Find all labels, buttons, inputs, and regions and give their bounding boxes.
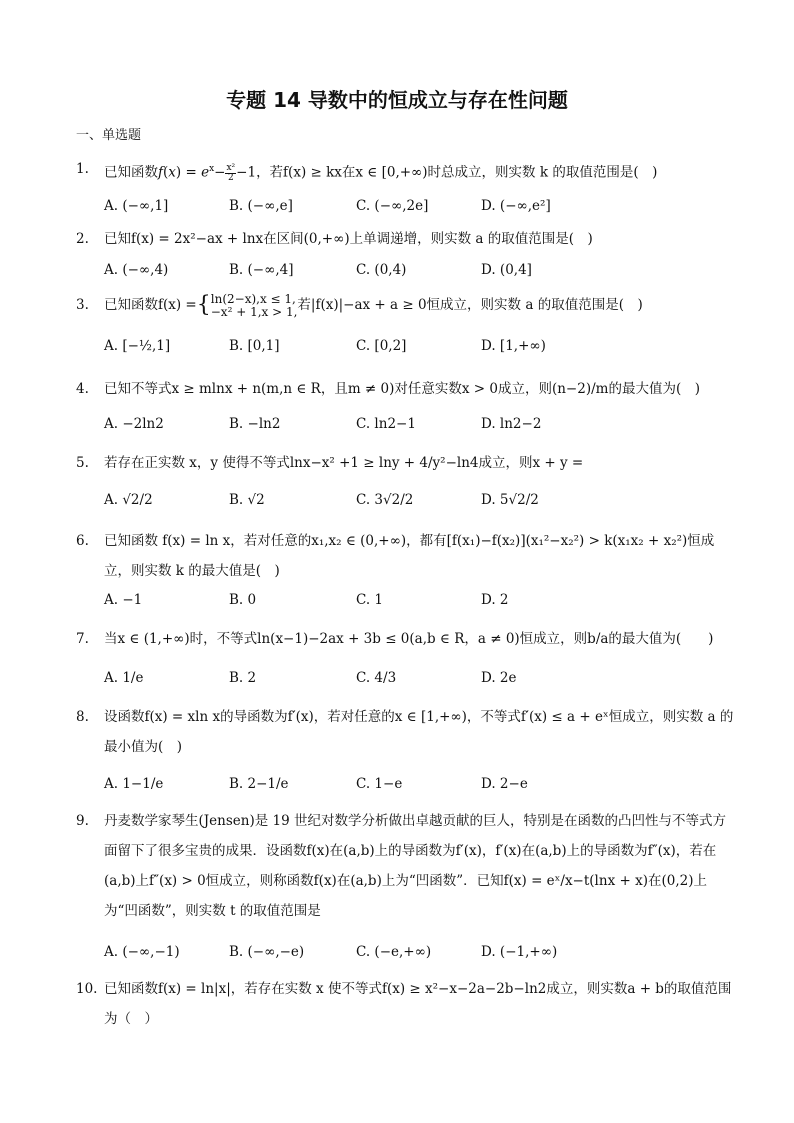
- question-8: [76, 702, 736, 762]
- question-5: [76, 448, 736, 478]
- option-a[interactable]: A. 1−1/e: [104, 776, 164, 792]
- options-3: [104, 338, 744, 362]
- piecewise-cases: [211, 293, 298, 319]
- option-c[interactable]: C. 1: [356, 592, 384, 608]
- option-d[interactable]: D. (−1,+∞): [481, 944, 558, 960]
- question-stem: 已知函数f(x) ={ ln(2−x),x ≤ 1, −x² + 1,x > 1, 若|f(x)|−ax + a ≥ 0恒成立，则实数 a 的取值范围是( ): [104, 291, 643, 319]
- option-b[interactable]: B. (−∞,e]: [229, 198, 293, 214]
- options-1: [104, 198, 744, 222]
- option-a[interactable]: A. (−∞,4): [104, 262, 169, 278]
- options-8: [104, 776, 744, 800]
- question-number: 3.: [76, 297, 89, 313]
- option-a[interactable]: A. (−∞,−1): [104, 944, 180, 960]
- question-stem: 当x ∈ (1,+∞)时，不等式ln(x−1)−2ax + 3b ≤ 0(a,b ∈ R，a ≠ 0)恒成立，则b/a的最大值为( ): [104, 631, 714, 647]
- stem-text: 已知函数f(x) =: [104, 297, 197, 313]
- options-4: [104, 416, 744, 440]
- question-4: [76, 374, 736, 404]
- options-2: [104, 262, 744, 286]
- option-d[interactable]: D. 2e: [481, 670, 517, 686]
- question-number: 7.: [76, 631, 89, 647]
- question-3: [76, 290, 736, 321]
- option-c[interactable]: C. (−∞,2e]: [356, 198, 429, 214]
- option-d[interactable]: D. [1,+∞): [481, 338, 546, 354]
- option-a[interactable]: A. 1/e: [104, 670, 144, 686]
- options-7: [104, 670, 744, 694]
- option-b[interactable]: B. 2−1/e: [229, 776, 289, 792]
- option-c[interactable]: C. 1−e: [356, 776, 403, 792]
- option-d[interactable]: D. 5√2/2: [481, 492, 539, 508]
- option-b[interactable]: B. [0,1]: [229, 338, 280, 354]
- option-c[interactable]: C. ln2−1: [356, 416, 416, 432]
- question-10: [76, 974, 736, 1034]
- question-number: 1.: [76, 161, 89, 177]
- question-stem: 已知函数f(x) = ln|x|，若存在实数 x 使不等式f(x) ≥ x²−x−2a−2b−ln2成立，则实数a + b的取值范围为（ ）: [104, 981, 732, 1027]
- question-stem: 若存在正实数 x，y 使得不等式lnx−x² +1 ≥ lny + 4/y²−ln4成立，则x + y =: [104, 455, 584, 471]
- option-d[interactable]: D. ln2−2: [481, 416, 542, 432]
- question-stem: 已知函数 f(x) = ln x，若对任意的x₁,x₂ ∈ (0,+∞)，都有[f(x₁)−f(x₂)](x₁²−x₂²) > k(x₁x₂ + x₂²)恒成立，则实数 k 的最大值是( ): [104, 533, 715, 579]
- fraction: $\frac{\text{x²}}{2}$: [226, 162, 236, 183]
- option-b[interactable]: B. −ln2: [229, 416, 281, 432]
- option-a[interactable]: A. [−½,1]: [104, 338, 171, 354]
- question-number: 4.: [76, 381, 89, 397]
- question-stem: 丹麦数学家琴生(Jensen)是 19 世纪对数学分析做出卓越贡献的巨人，特别是在函数的凸凹性与不等式方面留下了很多宝贵的成果．设函数f(x)在(a,b)上的导函数为f′(x)，f′(x)在(a,b)上的导函数为f″(x)，若在(a,b)上f″(x) > 0恒成立，则称函数f(x)在(a,b)上为“凹函数”．已知f(x) = eˣ/x−t(lnx + x)在(0,2)上为“凹函数”，则实数 t 的取值范围是: [104, 813, 727, 919]
- question-6: [76, 526, 736, 586]
- options-9: [104, 944, 744, 968]
- stem-text: 已知函数: [104, 164, 158, 181]
- question-stem: 已知函数$f(x) = e^x-$ $\frac{\text{x²}}{2}$ −1，若f(x) ≥ kx在x ∈ [0,+∞)时总成立，则实数 k 的取值范围是( ): [104, 162, 658, 183]
- option-a[interactable]: A. −1: [104, 592, 143, 608]
- option-c[interactable]: C. [0,2]: [356, 338, 407, 354]
- question-number: 9.: [76, 813, 89, 829]
- stem-text: ，若f(x) ≥ kx在x ∈ [0,+∞)时总成立，则实数 k 的取值范围是( ): [256, 164, 658, 181]
- case-1: ln(2−x),x ≤ 1,: [210, 291, 296, 306]
- section-heading: 一、单选题: [76, 128, 142, 143]
- question-2: [76, 224, 736, 254]
- question-number: 6.: [76, 533, 89, 549]
- option-b[interactable]: B. (−∞,4]: [229, 262, 294, 278]
- question-number: 2.: [76, 231, 89, 247]
- option-c[interactable]: C. 4/3: [356, 670, 397, 686]
- option-c[interactable]: C. (−e,+∞): [356, 944, 432, 960]
- question-stem: 已知不等式x ≥ mlnx + n(m,n ∈ R，且m ≠ 0)对任意实数x > 0成立，则(n−2)/m的最大值为( ): [104, 381, 700, 397]
- question-1: [76, 154, 736, 188]
- option-c[interactable]: C. (0,4): [356, 262, 407, 278]
- question-stem: 设函数f(x) = xln x的导函数为f′(x)，若对任意的x ∈ [1,+∞)，不等式f′(x) ≤ a + eˣ恒成立，则实数 a 的最小值为( ): [104, 709, 734, 755]
- question-number: 5.: [76, 455, 89, 471]
- option-c[interactable]: C. 3√2/2: [356, 492, 414, 508]
- option-b[interactable]: B. (−∞,−e): [229, 944, 305, 960]
- options-5: [104, 492, 744, 516]
- option-d[interactable]: D. 2: [481, 592, 509, 608]
- question-number: 10.: [76, 981, 98, 997]
- option-d[interactable]: D. (−∞,e²]: [481, 198, 551, 214]
- question-stem: 已知f(x) = 2x²−ax + lnx在区间(0,+∞)上单调递增，则实数 a 的取值范围是( ): [104, 231, 593, 247]
- option-a[interactable]: A. √2/2: [104, 492, 153, 508]
- page-title: 专题 14 导数中的恒成立与存在性问题: [226, 88, 568, 112]
- question-number: 8.: [76, 709, 89, 725]
- option-a[interactable]: A. −2ln2: [104, 416, 164, 432]
- question-7: [76, 624, 736, 654]
- question-9: [76, 806, 736, 926]
- option-a[interactable]: A. (−∞,1]: [104, 198, 169, 214]
- option-b[interactable]: B. 2: [229, 670, 257, 686]
- option-b[interactable]: B. 0: [229, 592, 257, 608]
- option-b[interactable]: B. √2: [229, 492, 265, 508]
- case-2: −x² + 1,x > 1,: [210, 304, 298, 319]
- stem-text: 若|f(x)|−ax + a ≥ 0恒成立，则实数 a 的取值范围是( ): [297, 297, 643, 313]
- option-d[interactable]: D. (0,4]: [481, 262, 532, 278]
- options-6: [104, 592, 744, 616]
- option-d[interactable]: D. 2−e: [481, 776, 528, 792]
